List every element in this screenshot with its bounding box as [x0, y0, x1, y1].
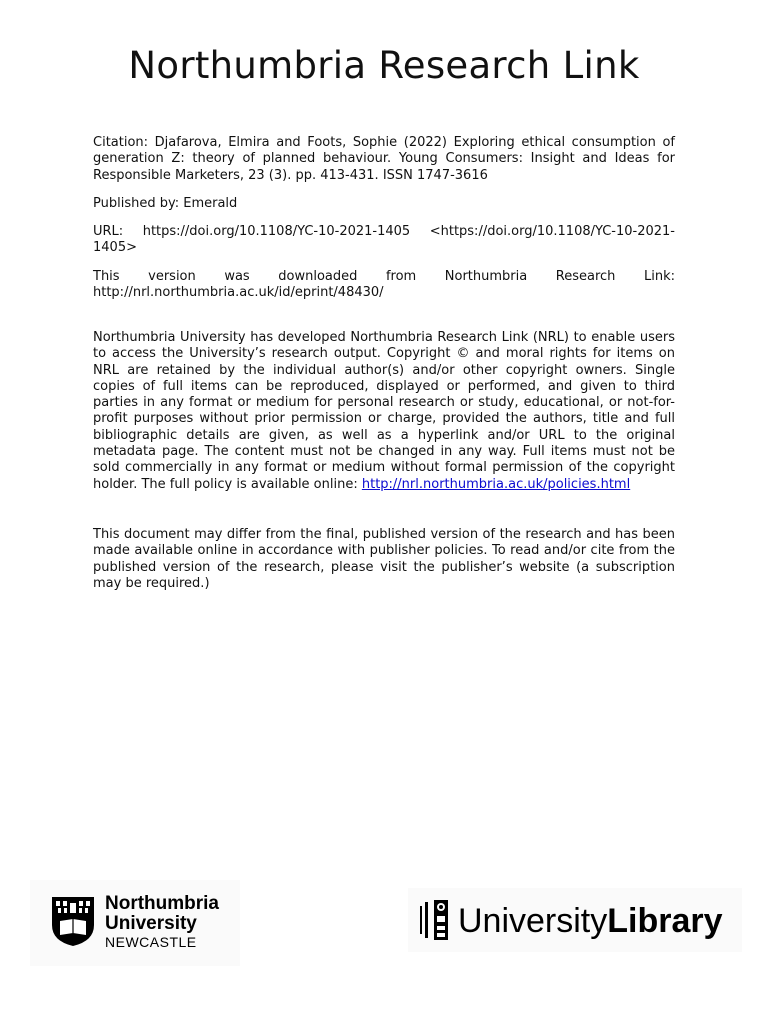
page-title: Northumbria Research Link — [128, 44, 640, 87]
crest-icon — [50, 895, 96, 947]
disclaimer-paragraph: This document may differ from the final, published version of the research and has been made available online in accordance with publisher policies. To read and/or cite from the published version of the research, please visit the publisher’s website (a subscription may be required.) — [93, 527, 675, 591]
published-by: Published by: Emerald — [93, 196, 238, 211]
policy-paragraph — [93, 330, 675, 493]
logo-line-1: Northumbria — [105, 893, 219, 914]
policy-text: Northumbria University has developed Northumbria Research Link (NRL) to enable users to access the University’s research output. Copyright © and moral rights for items on NRL are retained by the individual author(s) and/or other copyright owners. Single copies of full items can be reproduced, displayed or performed, and given to third parties in any format or medium for personal research or study, educational, or not-for-profit purposes without prior permission or charge, provided the authors, title and full bibliographic details are given, as well as a hyperlink and/or URL to the original metadata page. The content must not be changed in any way. Full items must not be sold commercially in any format or medium without formal permission of the copyright holder. The full policy is available online: — [93, 330, 675, 492]
logo-line-3: NEWCASTLE — [105, 934, 197, 950]
customer-service-excellence-icon — [416, 898, 450, 942]
downloaded-line: This version was downloaded from Northumbria Research Link: http://nrl.northumbria.ac.uk/id/eprint/48430/ — [93, 269, 675, 301]
logo-line-2: University — [105, 913, 197, 934]
citation-paragraph: Citation: Djafarova, Elmira and Foots, Sophie (2022) Exploring ethical consumption of generation Z: theory of planned behaviour. Young Consumers: Insight and Ideas for Responsible Marketers, 23 (3). pp. 413-431. ISSN 1747-3616 — [93, 135, 675, 183]
northumbria-university-logo — [30, 880, 240, 966]
university-library-logo — [408, 888, 742, 952]
library-wordmark — [458, 902, 723, 940]
library-word-library: Library — [607, 902, 723, 940]
library-word-university: University — [458, 902, 608, 940]
policy-link[interactable]: http://nrl.northumbria.ac.uk/policies.html — [361, 476, 631, 492]
url-line: URL: https://doi.org/10.1108/YC-10-2021-1405 <https://doi.org/10.1108/YC-10-2021-1405> — [93, 224, 675, 256]
